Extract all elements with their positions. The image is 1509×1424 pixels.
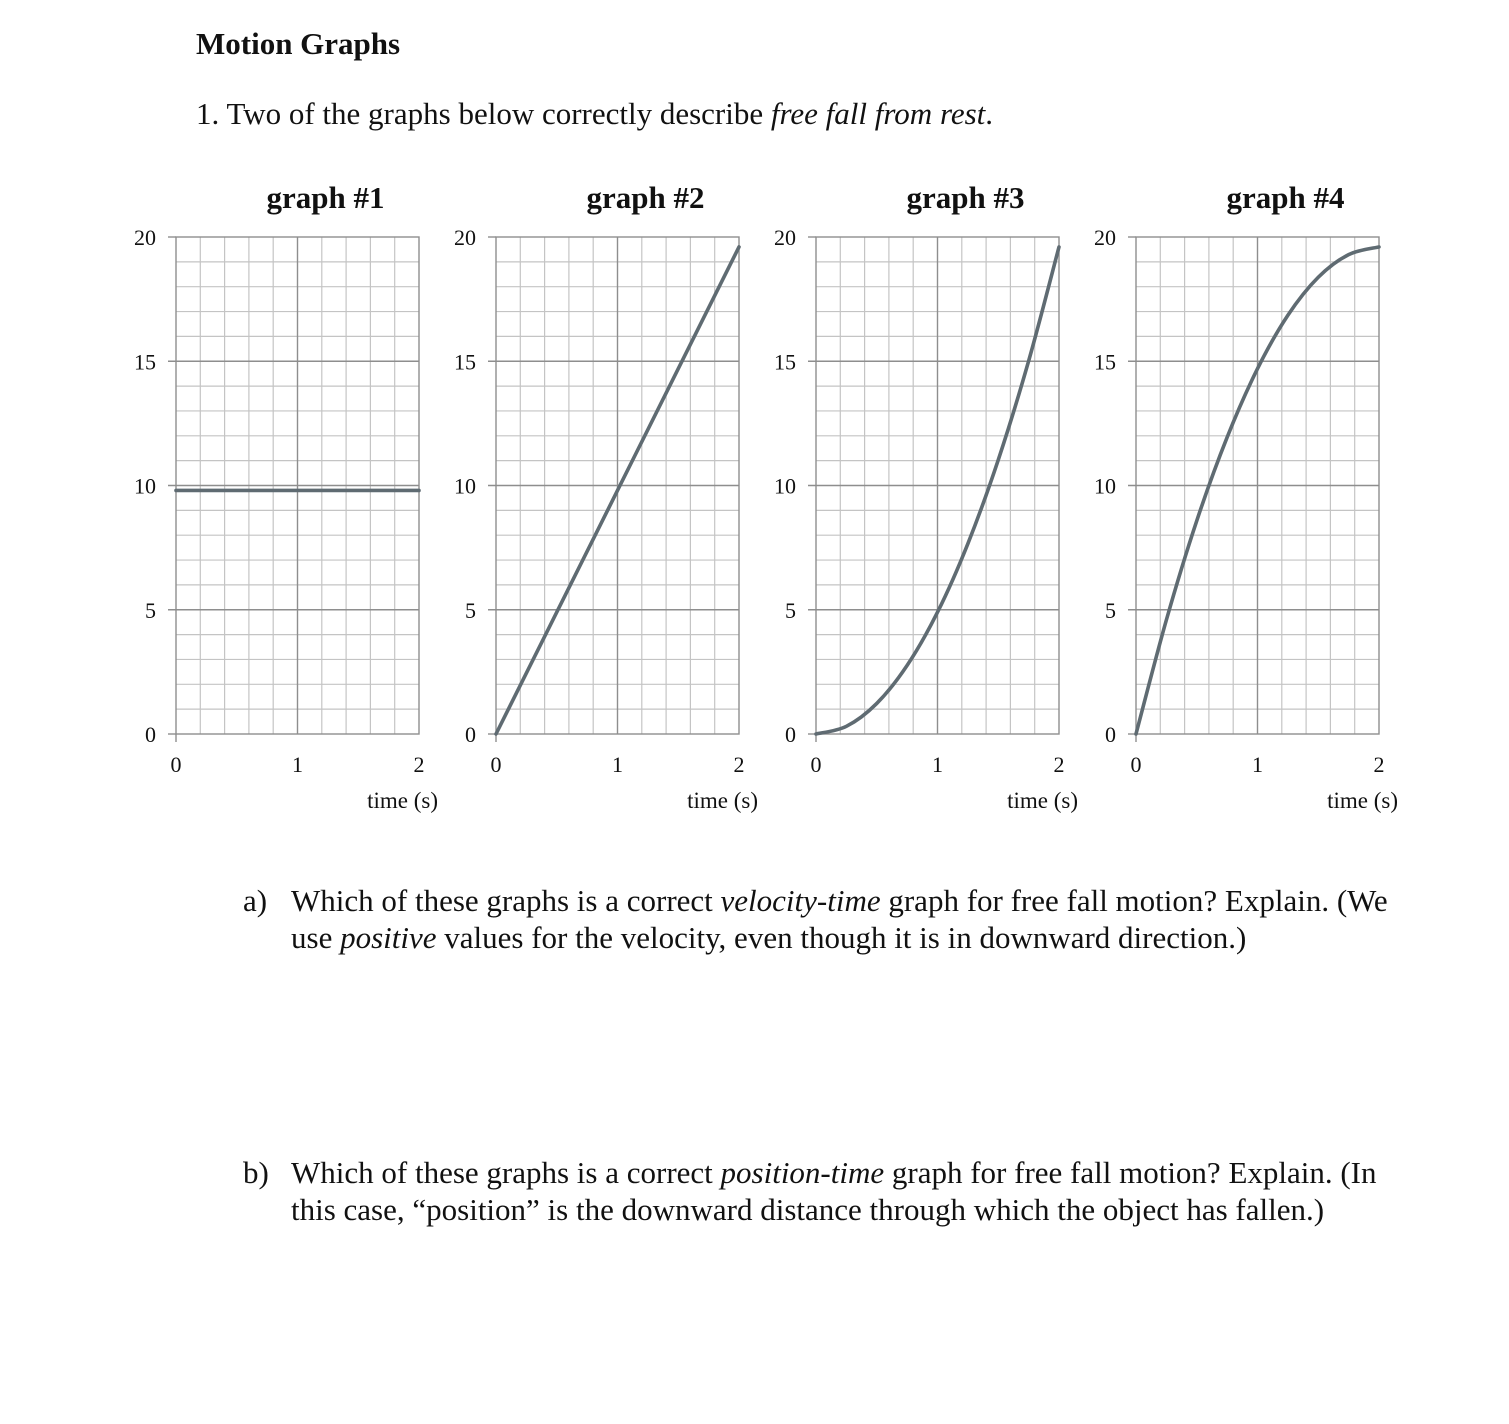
part-a-emphasis-2: positive (340, 920, 437, 955)
graph-3-xaxis-label: time (s) (1007, 788, 1078, 813)
graph-4-xtick-label: 0 (1130, 752, 1142, 777)
document-title: Motion Graphs (196, 26, 401, 61)
graph-1-ytick-label: 20 (134, 225, 156, 250)
part-a-emphasis-1: velocity-time (720, 883, 881, 918)
graph-3-xtick-label: 2 (1053, 752, 1065, 777)
part-a-text-1: Which of these graphs is a correct (291, 883, 721, 918)
graph-3-title: graph #3 (906, 180, 1025, 215)
question-1-suffix: . (985, 96, 994, 131)
question-1 (196, 96, 993, 132)
part-a-letter: a) (243, 883, 268, 918)
part-b-text-1: Which of these graphs is a correct (291, 1155, 721, 1190)
part-a-text (291, 882, 1391, 956)
graph-4-title: graph #4 (1226, 180, 1345, 215)
graph-2-xtick-label: 1 (612, 752, 623, 777)
graph-2-xaxis-label: time (s) (687, 788, 758, 813)
part-a-text-3: values for the velocity, even though it is in downward direction.) (436, 920, 1247, 955)
graph-3-ytick-label: 10 (774, 473, 796, 499)
graph-2-ytick-label: 20 (454, 225, 476, 250)
graph-2-xtick-label: 0 (490, 752, 502, 777)
graph-3-ytick-label: 15 (774, 349, 796, 375)
graph-3-xtick-label: 1 (932, 752, 943, 777)
graph-3-ytick-label: 5 (785, 597, 796, 623)
graph-4-ytick-label: 20 (1094, 225, 1116, 250)
graph-3 (774, 180, 1078, 813)
graph-4-xaxis-label: time (s) (1327, 788, 1398, 813)
graph-2-ytick-label: 5 (465, 597, 476, 623)
graph-2-title: graph #2 (586, 180, 705, 215)
graph-2-ytick-label: 10 (454, 473, 476, 499)
graph-3-ytick-label: 20 (774, 225, 796, 250)
graph-4-ytick-label: 0 (1105, 722, 1116, 747)
part-b-text-2: graph for free fall motion? Explain. (In this case, “position” is the downward distance through which the object has fallen.) (291, 1155, 1377, 1227)
graph-4-ytick-label: 10 (1094, 473, 1116, 499)
graph-1-ytick-label: 15 (134, 349, 156, 375)
graph-1-xaxis-label: time (s) (367, 788, 438, 813)
graph-2-ytick-label: 15 (454, 349, 476, 375)
graph-4-xtick-label: 2 (1373, 752, 1385, 777)
graph-1-xtick-label: 0 (170, 752, 182, 777)
part-b-text (291, 1154, 1391, 1228)
graph-1-title: graph #1 (266, 180, 385, 215)
graph-4 (1094, 180, 1398, 813)
graphs-panel (0, 170, 1509, 830)
graph-4-xtick-label: 1 (1252, 752, 1263, 777)
graph-2-xtick-label: 2 (733, 752, 745, 777)
graph-1 (134, 180, 438, 813)
graph-4-ytick-label: 5 (1105, 597, 1116, 623)
part-b-letter: b) (243, 1155, 269, 1190)
graph-1-ytick-label: 5 (145, 597, 156, 623)
part-a-text-2: graph for free fall motion? Explain. (We use (291, 883, 1388, 955)
graph-2 (454, 180, 758, 813)
graph-1-xtick-label: 2 (413, 752, 425, 777)
graph-2-ytick-label: 0 (465, 722, 476, 747)
graph-3-xtick-label: 0 (810, 752, 822, 777)
question-1-emphasis: free fall from rest (770, 96, 986, 131)
graph-1-xtick-label: 1 (292, 752, 303, 777)
graph-1-ytick-label: 10 (134, 473, 156, 499)
graph-3-ytick-label: 0 (785, 722, 796, 747)
graph-1-ytick-label: 0 (145, 722, 156, 747)
graph-4-ytick-label: 15 (1094, 349, 1116, 375)
part-b-emphasis-1: position-time (720, 1155, 885, 1190)
question-1-text: 1. Two of the graphs below correctly describe (196, 96, 771, 131)
